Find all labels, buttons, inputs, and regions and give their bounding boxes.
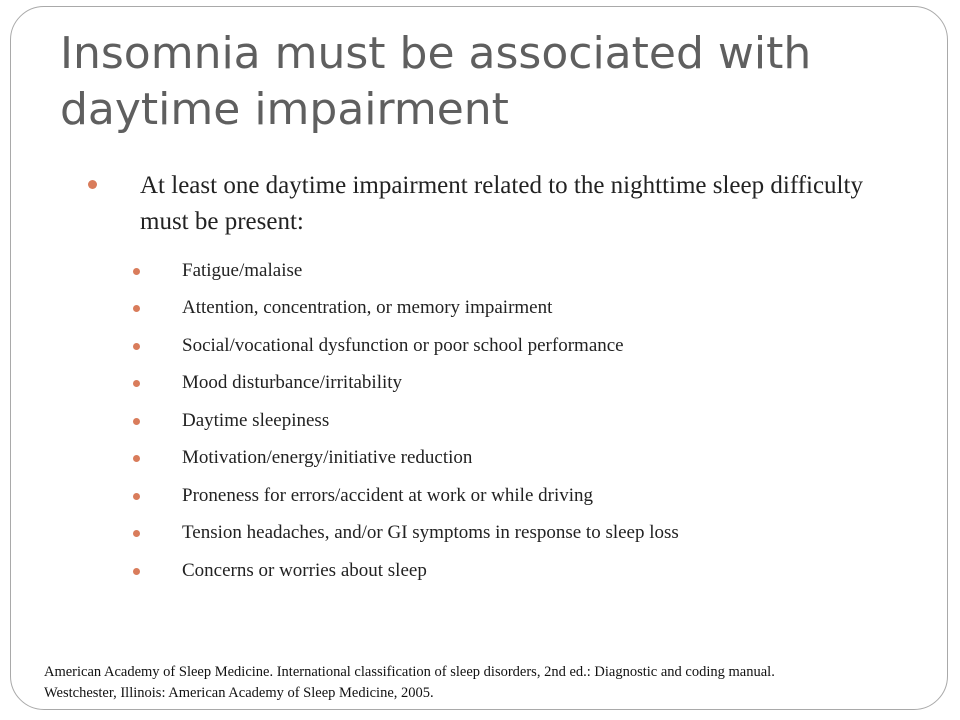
citation-line-2: Westchester, Illinois: American Academy of Sleep Medicine, 2005.	[44, 685, 434, 701]
sub-bullet-dot-icon	[133, 530, 140, 537]
sub-bullet-dot-icon	[133, 418, 140, 425]
list-item-text: Concerns or worries about sleep	[182, 560, 427, 581]
list-item-text: Attention, concentration, or memory impairment	[182, 297, 553, 318]
list-item-text: Tension headaches, and/or GI symptoms in response to sleep loss	[182, 522, 679, 543]
sub-bullet-dot-icon	[133, 568, 140, 575]
main-bullet-text: At least one daytime impairment related to the nighttime sleep difficulty must be present:	[140, 172, 863, 235]
sub-bullet-dot-icon	[133, 343, 140, 350]
sub-bullet-dot-icon	[133, 268, 140, 275]
sub-bullet-dot-icon	[133, 455, 140, 462]
sub-bullet-dot-icon	[133, 380, 140, 387]
sub-bullet-dot-icon	[133, 493, 140, 500]
citation	[44, 662, 924, 704]
slide-title: Insomnia must be associated with daytime impairment	[60, 28, 812, 135]
list-item-text: Mood disturbance/irritability	[182, 372, 403, 393]
list-item-text: Proneness for errors/accident at work or while driving	[182, 485, 594, 506]
list-item-text: Daytime sleepiness	[182, 410, 330, 431]
list-item-text: Motivation/energy/initiative reduction	[182, 447, 473, 468]
citation-line-1: American Academy of Sleep Medicine. International classification of sleep disorders, 2nd ed.: Diagnostic and coding manual.	[44, 664, 775, 680]
list-item-text: Social/vocational dysfunction or poor school performance	[182, 335, 624, 356]
sub-bullet-dot-icon	[133, 305, 140, 312]
list-item-text: Fatigue/malaise	[182, 260, 303, 281]
